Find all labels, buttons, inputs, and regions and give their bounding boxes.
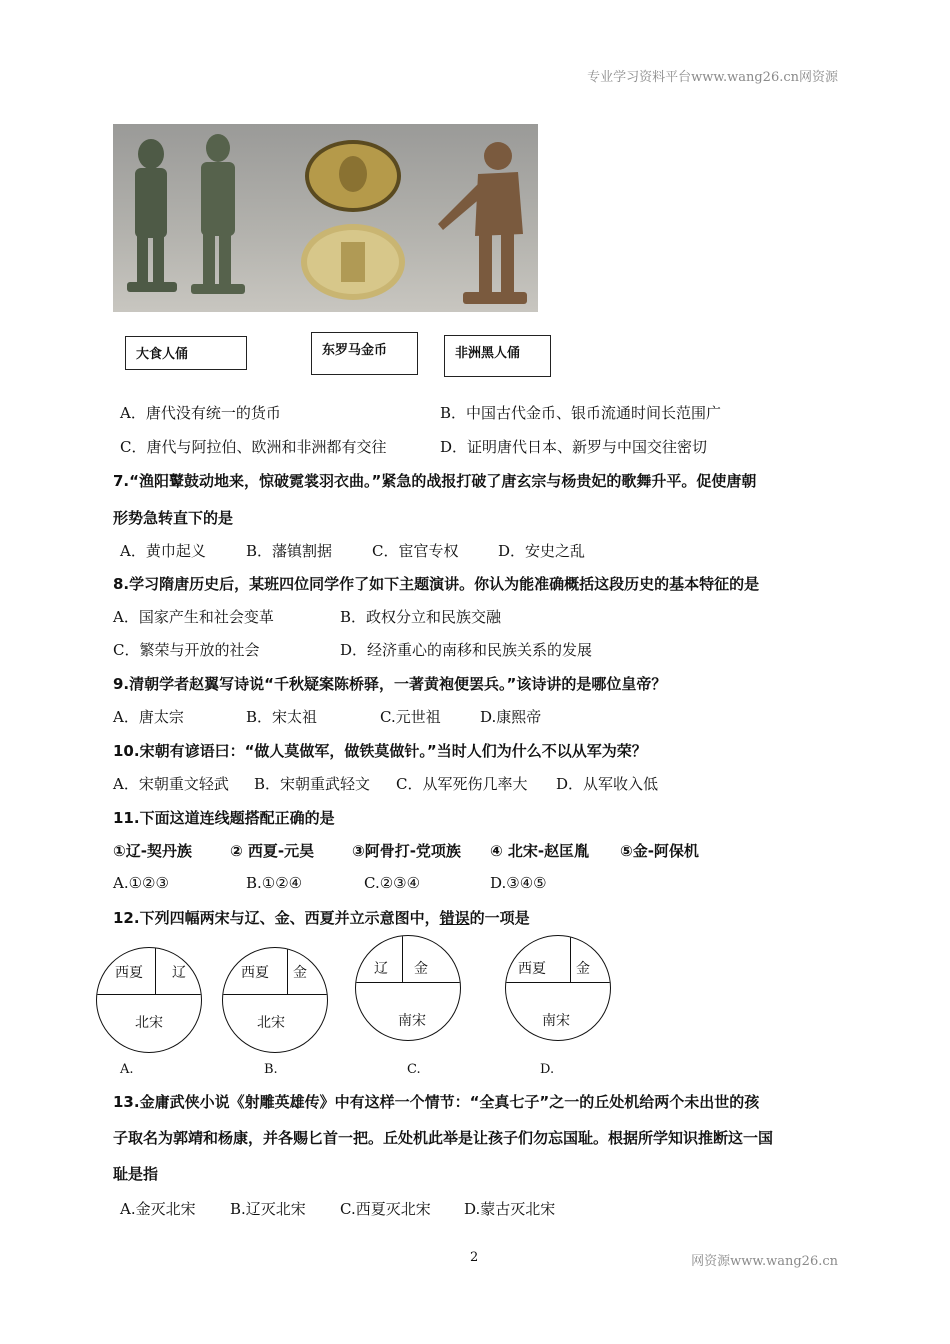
q12-d-top-left: 西夏 bbox=[518, 961, 546, 977]
q13-option-d: D.蒙古灭北宋 bbox=[464, 1200, 556, 1218]
q13-option-a: A.金灭北宋 bbox=[120, 1200, 196, 1218]
q9-stem: 9.清朝学者赵翼写诗说“千秋疑案陈桥驿，一著黄袍便罢兵。”该诗讲的是哪位皇帝？ bbox=[113, 675, 667, 693]
q12-c-top-left: 辽 bbox=[374, 961, 388, 977]
q9-option-d: D.康熙帝 bbox=[480, 708, 542, 726]
q12-label-d: D. bbox=[540, 1062, 555, 1077]
q11-stem: 11.下面这道连线题搭配正确的是 bbox=[113, 809, 335, 827]
q13-option-b: B.辽灭北宋 bbox=[230, 1200, 306, 1218]
header-site: 专业学习资料平台www.wang26.cn网资源 bbox=[587, 70, 838, 85]
q12-stem bbox=[113, 907, 530, 928]
q11-pair-1: ①辽-契丹族 bbox=[113, 842, 192, 860]
q8-option-a: A．国家产生和社会变革 bbox=[113, 608, 274, 626]
q9-option-a: A．唐太宗 bbox=[113, 708, 184, 726]
q6-option-a: A．唐代没有统一的货币 bbox=[120, 404, 281, 422]
q12-label-c: C. bbox=[407, 1062, 421, 1077]
q12-label-b: B. bbox=[264, 1062, 278, 1077]
q12-stem-after: 的一项是 bbox=[469, 909, 530, 927]
q10-option-a: A．宋朝重文轻武 bbox=[113, 775, 229, 793]
footer-site: 网资源www.wang26.cn bbox=[691, 1254, 838, 1269]
q12-diagram-a bbox=[96, 947, 202, 1053]
q8-stem: 8.学习隋唐历史后，某班四位同学作了如下主题演讲。你认为能准确概括这段历史的基本特征的是 bbox=[113, 575, 760, 593]
q7-option-b: B．藩镇割据 bbox=[246, 542, 333, 560]
q10-stem: 10.宋朝有谚语曰：“做人莫做军，做铁莫做针。”当时人们为什么不以从军为荣？ bbox=[113, 742, 647, 760]
q12-b-bottom: 北宋 bbox=[257, 1015, 285, 1031]
q13-stem-line2: 子取名为郭靖和杨康，并各赐匕首一把。丘处机此举是让孩子们勿忘国耻。根据所学知识推断这一国 bbox=[113, 1129, 774, 1147]
q12-diagram-c bbox=[355, 935, 461, 1041]
label-african-figurine: 非洲黑人俑 bbox=[444, 335, 551, 377]
q9-option-b: B．宋太祖 bbox=[246, 708, 318, 726]
q13-stem-line1: 13.金庸武侠小说《射雕英雄传》中有这样一个情节：“全真七子”之一的丘处机给两个未出世的孩 bbox=[113, 1093, 760, 1111]
q12-a-top-right: 辽 bbox=[172, 965, 186, 981]
q7-option-d: D．安史之乱 bbox=[498, 542, 586, 560]
q13-option-c: C.西夏灭北宋 bbox=[340, 1200, 431, 1218]
q10-option-c: C．从军死伤几率大 bbox=[396, 775, 528, 793]
q12-a-bottom: 北宋 bbox=[135, 1015, 163, 1031]
q12-d-top-right: 金 bbox=[576, 961, 590, 977]
q11-pair-4: ④ 北宋-赵匡胤 bbox=[490, 842, 590, 860]
q12-stem-underlined: 错误 bbox=[439, 909, 470, 927]
q7-stem-line1: 7.“渔阳鼙鼓动地来，惊破霓裳羽衣曲。”紧急的战报打破了唐玄宗与杨贵妃的歌舞升平。促使唐朝 bbox=[113, 472, 757, 490]
q12-c-bottom: 南宋 bbox=[398, 1013, 426, 1029]
q12-b-top-right: 金 bbox=[293, 965, 307, 981]
q12-diagram-d bbox=[505, 935, 611, 1041]
page-number: 2 bbox=[470, 1250, 479, 1265]
q7-stem-line2: 形势急转直下的是 bbox=[113, 509, 234, 527]
q7-option-c: C．宦官专权 bbox=[372, 542, 459, 560]
q13-stem-line3: 耻是指 bbox=[113, 1165, 159, 1183]
q6-option-c: C．唐代与阿拉伯、欧洲和非洲都有交往 bbox=[120, 438, 387, 456]
label-dashi-figurine: 大食人俑 bbox=[125, 336, 247, 370]
q6-option-d: D．证明唐代日本、新罗与中国交往密切 bbox=[440, 438, 708, 456]
q12-c-top-right: 金 bbox=[414, 961, 428, 977]
q12-diagram-b bbox=[222, 947, 328, 1053]
q12-b-top-left: 西夏 bbox=[241, 965, 269, 981]
q6-option-b: B．中国古代金币、银币流通时间长范围广 bbox=[440, 404, 722, 422]
q9-option-c: C.元世祖 bbox=[380, 708, 441, 726]
q11-pair-3: ③阿骨打-党项族 bbox=[352, 842, 461, 860]
q8-option-d: D．经济重心的南移和民族关系的发展 bbox=[340, 641, 593, 659]
q11-option-b: B.①②④ bbox=[246, 874, 303, 892]
q11-option-a: A.①②③ bbox=[113, 874, 169, 892]
q10-option-b: B．宋朝重武轻文 bbox=[254, 775, 371, 793]
q8-option-c: C．繁荣与开放的社会 bbox=[113, 641, 260, 659]
artifact-illustration bbox=[113, 124, 538, 312]
q10-option-d: D．从军收入低 bbox=[556, 775, 659, 793]
artifact-photo bbox=[113, 124, 538, 312]
q8-option-b: B．政权分立和民族交融 bbox=[340, 608, 502, 626]
q12-d-bottom: 南宋 bbox=[542, 1013, 570, 1029]
q11-option-c: C.②③④ bbox=[364, 874, 421, 892]
label-byzantine-coin: 东罗马金币 bbox=[311, 332, 418, 375]
q12-label-a: A. bbox=[120, 1062, 134, 1077]
q11-pair-2: ② 西夏-元昊 bbox=[230, 842, 315, 860]
q12-stem-before: 12.下列四幅两宋与辽、金、西夏并立示意图中， bbox=[113, 909, 440, 927]
q12-a-top-left: 西夏 bbox=[115, 965, 143, 981]
q11-option-d: D.③④⑤ bbox=[490, 874, 547, 892]
q7-option-a: A．黄巾起义 bbox=[120, 542, 206, 560]
q11-pair-5: ⑤金-阿保机 bbox=[620, 842, 699, 860]
